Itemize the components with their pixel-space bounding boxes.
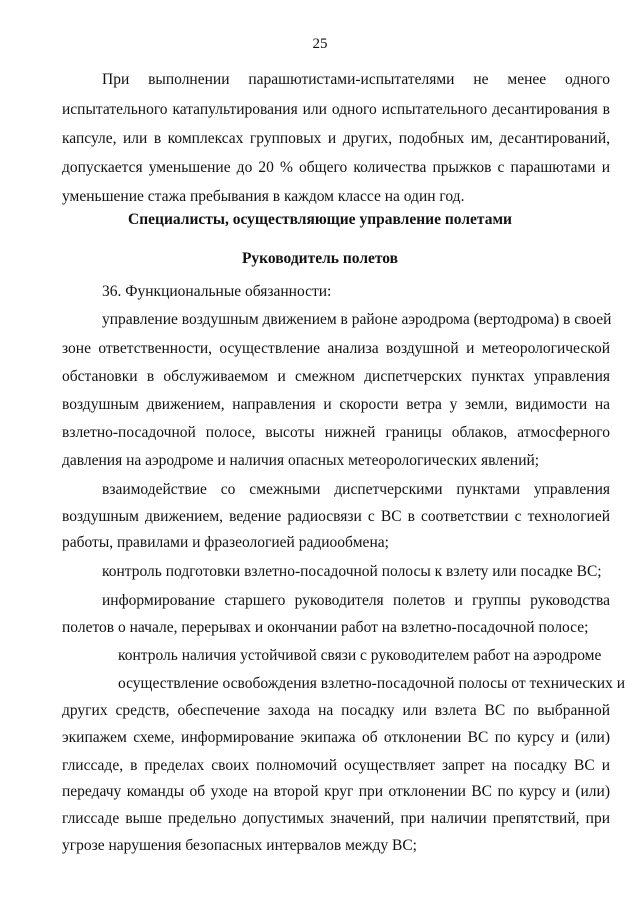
text-line: работы, правилами и фразеологией радиообмена; (62, 534, 389, 551)
text-line: взлетно-посадочной полосе, высоты нижней границы облаков, атмосферного (62, 424, 610, 441)
page-number: 25 (312, 36, 328, 52)
text-line: осуществление освобождения взлетно-посадочной полосы от технических и (118, 675, 625, 692)
text-line: взаимодействие со смежными диспетчерскими пунктами управления (102, 481, 610, 498)
text-line: угрозе нарушения безопасных интервалов между ВС; (62, 837, 417, 854)
text-line: глиссаде выше предельно допустимых значений, при наличии препятствий, при (62, 810, 610, 827)
text-line: При выполнении парашютистами-испытателями не менее одного (102, 71, 610, 88)
text-line: контроль наличия устойчивой связи с руководителем работ на аэродроме (118, 647, 602, 664)
text-line: воздушным движением, ведение радиосвязи с ВС в соответствии с технологией (62, 508, 610, 525)
text-line: допускается уменьшение до 20 % общего количества прыжков с парашютами и (62, 159, 610, 176)
text-line: информирование старшего руководителя полетов и группы руководства (102, 592, 610, 609)
text-line: управление воздушным движением в районе аэродрома (вертодрома) в своей (102, 311, 612, 328)
text-line: обстановки в обслуживаемом и смежном диспетчерских пунктах управления (62, 368, 610, 385)
text-line: глиссаде, в пределах своих полномочий осуществляет запрет на посадку ВС и (62, 757, 610, 774)
text-line: передачу команды об уходе на второй круг при отклонении ВС по курсу и (или) (62, 783, 610, 800)
text-line: давления на аэродроме и наличия опасных метеорологических явлений; (62, 452, 540, 469)
text-line: зоне ответственности, осуществление анализа воздушной и метеорологической (62, 340, 610, 357)
text-line: капсуле, или в комплексах групповых и других, подобных им, десантирований, (62, 130, 610, 147)
subsection-heading: Руководитель полетов (241, 250, 399, 267)
text-line: других средств, обеспечение захода на посадку или взлета ВС по выбранной (62, 702, 610, 719)
text-line: испытательного катапультирования или одного испытательного десантирования в (62, 101, 610, 118)
text-line: полетов о начале, перерывах и окончании работ на взлетно-посадочной полосе; (62, 619, 589, 636)
text-line: воздушным движением, направления и скорости ветра у земли, видимости на (62, 396, 610, 413)
text-line: контроль подготовки взлетно-посадочной полосы к взлету или посадке ВС; (102, 563, 602, 580)
text-line: уменьшение стажа пребывания в каждом классе на один год. (62, 188, 465, 205)
text-line: экипажем схеме, информирование экипажа об отклонении ВС по курсу и (или) (62, 729, 610, 746)
numbered-item: 36. Функциональные обязанности: (102, 283, 332, 300)
section-heading: Специалисты, осуществляющие управление полетами (128, 211, 512, 228)
